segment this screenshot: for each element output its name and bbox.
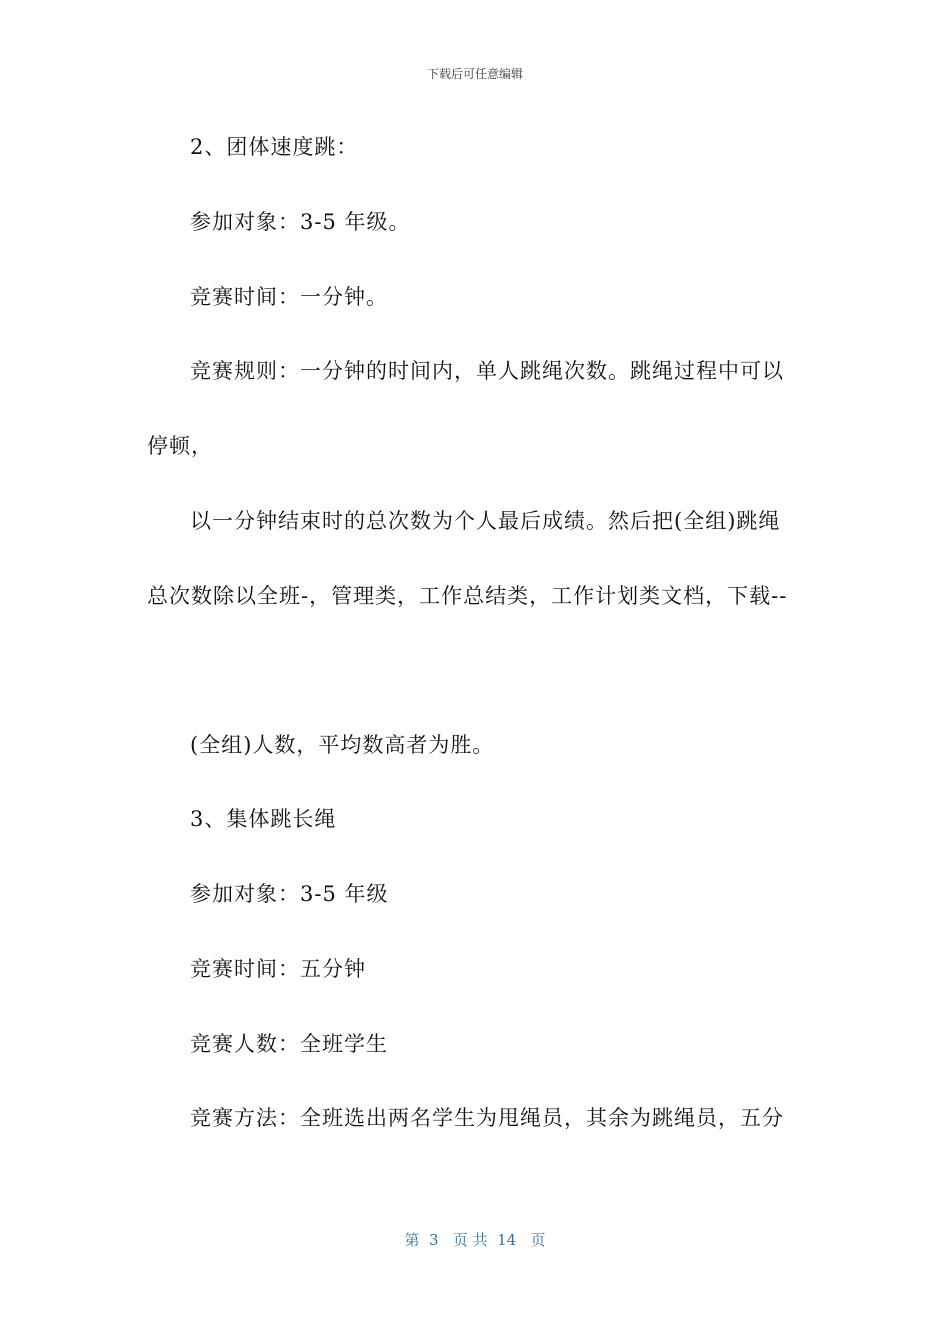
scoring-paragraph-line: 以一分钟结束时的总次数为个人最后成绩。然后把(全组)跳绳 bbox=[190, 509, 781, 533]
section-heading-team-speed-jump: 2、团体速度跳： bbox=[190, 135, 359, 159]
scoring-paragraph-end: (全组)人数，平均数高者为胜。 bbox=[190, 733, 495, 757]
competition-time-line: 竞赛时间：一分钟。 bbox=[190, 285, 388, 309]
scoring-paragraph-continuation: 总次数除以全班-，管理类，工作总结类，工作计划类文档，下载-- bbox=[147, 584, 788, 608]
long-rope-time-line: 竞赛时间：五分钟 bbox=[190, 957, 366, 981]
long-rope-participants-line: 参加对象：3-5 年级 bbox=[190, 882, 389, 906]
long-rope-method-line: 竞赛方法：全班选出两名学生为甩绳员，其余为跳绳员，五分 bbox=[190, 1106, 784, 1130]
participants-line: 参加对象：3-5 年级。 bbox=[190, 210, 411, 234]
competition-rules-line: 竞赛规则：一分钟的时间内，单人跳绳次数。跳绳过程中可以 bbox=[190, 359, 784, 383]
long-rope-headcount-line: 竞赛人数：全班学生 bbox=[190, 1032, 388, 1056]
page-header-note: 下载后可任意编辑 bbox=[426, 67, 523, 81]
page-number-footer: 第 3 页 共 14 页 bbox=[404, 1231, 546, 1249]
section-heading-long-rope: 3、集体跳长绳 bbox=[190, 807, 337, 831]
competition-rules-continuation: 停顿， bbox=[147, 434, 213, 458]
